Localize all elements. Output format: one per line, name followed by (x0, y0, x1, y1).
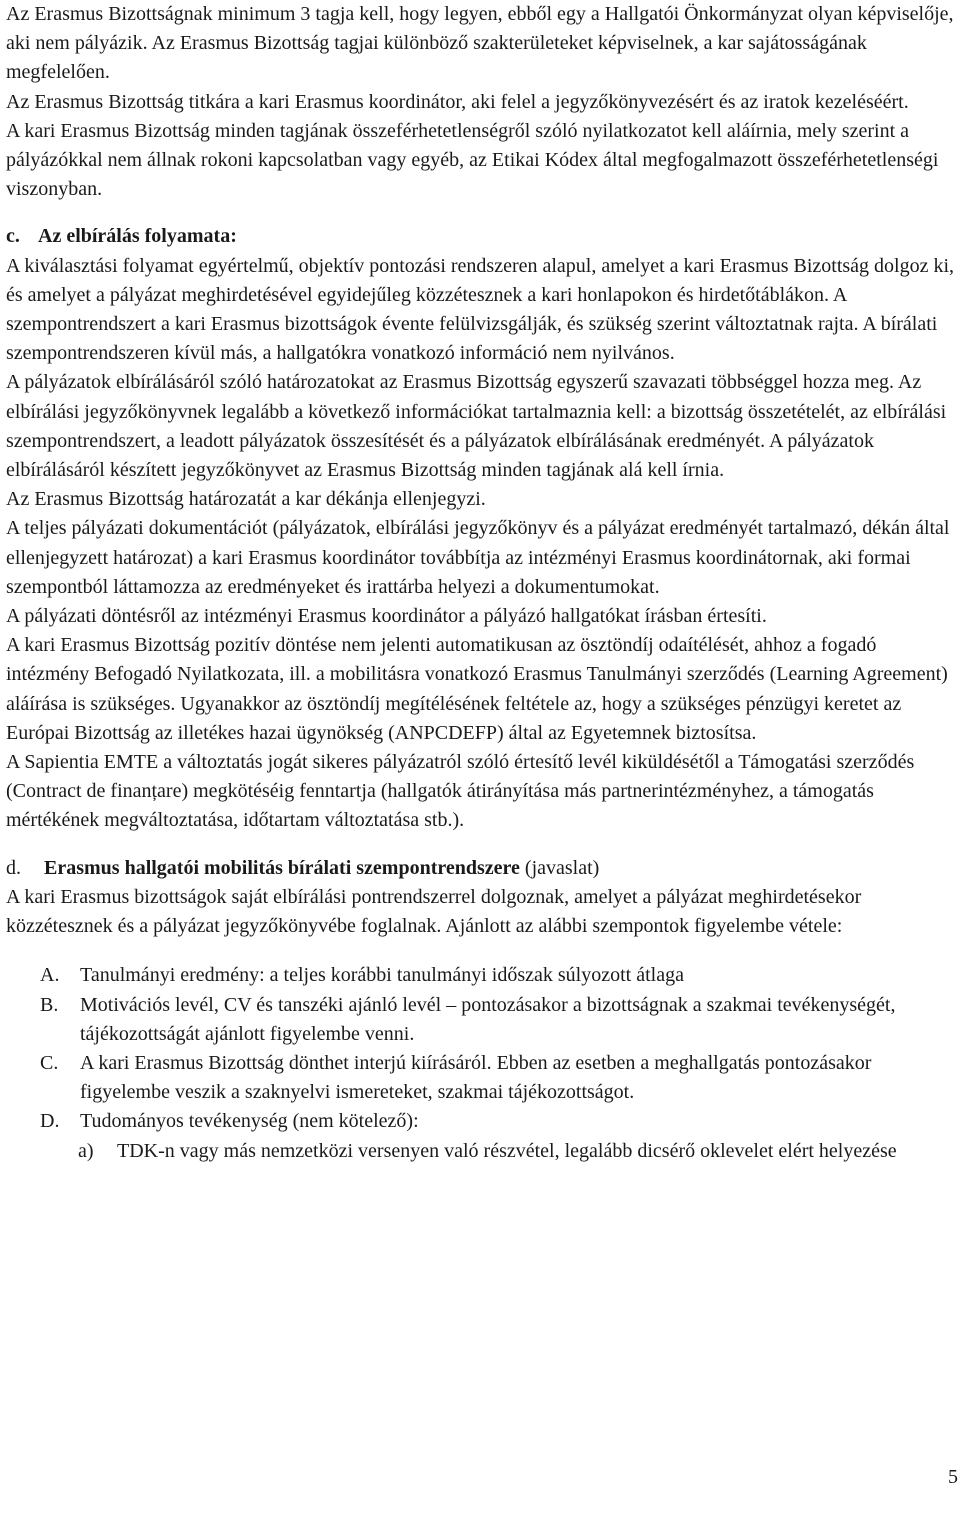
list-item-text: Tudományos tevékenység (nem kötelező): (80, 1110, 419, 1133)
spacer (6, 836, 956, 854)
paragraph-committee-secretary: Az Erasmus Bizottság titkára a kari Erasmus koordinátor, aki felel a jegyzőkönyvezésért és az iratok kezeléséért. (6, 90, 909, 113)
spacer (6, 204, 956, 222)
section-d-intro: A kari Erasmus bizottságok saját elbírálási pontrendszerrel dolgoznak, amelyet a pályázat meghirdetésekor közzétesznek és a pályázat jegyzőkönyvébe foglalnak. Ajánlott az alábbi szempontok figyelembe vétele: (6, 885, 862, 938)
list-item-b (6, 991, 956, 1049)
section-d-letter: d. (6, 856, 21, 879)
list-item-c (6, 1049, 956, 1107)
section-d-suffix: (javaslat) (519, 856, 600, 879)
list-item-d (6, 1107, 956, 1136)
sublist-item-a (6, 1137, 956, 1166)
section-d-heading (6, 854, 956, 883)
list-item-text: Motivációs levél, CV és tanszéki ajánló levél – pontozásakor a bizottságnak a szakmai tevékenységét, tájékozottságát ajánlott figyelembe venni. (80, 993, 896, 1045)
list-item-text: A kari Erasmus Bizottság dönthet interjú kiírásáról. Ebben az esetben a meghallgatás pontozásakor figyelembe veszik a szaknyelvi ismereteket, szakmai tájékozottságot. (80, 1051, 872, 1104)
section-c-letter: c. (6, 225, 20, 248)
spacer (6, 941, 956, 961)
sublist-item-text: TDK-n vagy más nemzetközi versenyen való részvétel, legalább dicsérő oklevelet elért helyezése (117, 1139, 897, 1162)
section-c-paragraph-6: A kari Erasmus Bizottság pozitív döntése nem jelenti automatikusan az ösztöndíj odaítélését, ahhoz a fogadó intézmény Befogadó Nyilatkozata, ill. a mobilitásra vonatkozó Erasmus Tanulmányi szerződés (Learning Agreement) aláírása is szükséges. Ugyanakkor az ösztöndíj megítélésének feltétele az, hogy a szükséges pénzügyi keretet az Európai Bizottság az illetékes hazai ügynökség (ANPCDEFP) által az Egyetemnek biztosítsa. (6, 634, 948, 744)
section-c-paragraph-5: A pályázati döntésről az intézményi Erasmus koordinátor a pályázó hallgatókat írásban értesíti. (6, 605, 767, 628)
list-marker: C. (40, 1051, 59, 1074)
list-marker: B. (40, 993, 59, 1016)
document-page (6, 0, 956, 1166)
list-item-text: Tanulmányi eredmény: a teljes korábbi tanulmányi időszak súlyozott átlaga (80, 964, 684, 987)
section-d-title: Erasmus hallgatói mobilitás bírálati szempontrendszere (44, 856, 520, 879)
page-number: 5 (948, 1466, 958, 1488)
section-c-title: Az elbírálás folyamata: (38, 225, 237, 248)
section-c-paragraph-3: Az Erasmus Bizottság határozatát a kar dékánja ellenjegyzi. (6, 488, 486, 511)
list-marker: D. (40, 1110, 60, 1133)
sublist-marker: a) (78, 1139, 94, 1162)
section-c-paragraph-7: A Sapientia EMTE a változtatás jogát sikeres pályázatról szóló értesítő levél kiküldésétől a Támogatási szerződés (Contract de finanțare) megkötéséig fenntartja (hallgatók átirányítása más partnerintézményhez, a támogatás mértékének megváltoztatása, időtartam változtatása stb.). (6, 751, 915, 832)
list-marker: A. (40, 964, 60, 987)
paragraph-conflict-of-interest: A kari Erasmus Bizottság minden tagjának összeférhetetlenségről szóló nyilatkozatot kell aláírnia, mely szerint a pályázókkal nem állnak rokoni kapcsolatban vagy egyéb, az Etikai Kódex által megfogalmazott összeférhetetlenségi viszonyban. (6, 119, 939, 201)
list-item-a (6, 961, 956, 990)
section-c-paragraph-1: A kiválasztási folyamat egyértelmű, objektív pontozási rendszeren alapul, amelyet a kari Erasmus Bizottság dolgoz ki, és amelyet a pályázat meghirdetésével egyidejűleg közzétesznek a kari honlapokon és hirdetőtáblákon. A szempontrendszert a kari Erasmus bizottságok évente felülvizsgálják, és szükség szerint változtatnak rajta. A bírálati szempontrendszeren kívül más, a hallgatókra vonatkozó információ nem nyilvános. (6, 254, 955, 365)
section-c-paragraph-2: A pályázatok elbírálásáról szóló határozatokat az Erasmus Bizottság egyszerű szavazati többséggel hozza meg. Az elbírálási jegyzőkönyvnek legalább a következő információkat tartalmaznia kell: a bizottság összetételét, az elbírálási szempontrendszert, a leadott pályázatok összesítését és a pályázatok elbírálásának eredményét. A pályázatok elbírálásáról készített jegyzőkönyvet az Erasmus Bizottság minden tagjának alá kell írnia. (6, 371, 947, 482)
section-c-paragraph-4: A teljes pályázati dokumentációt (pályázatok, elbírálási jegyzőkönyv és a pályázat eredményét tartalmazó, dékán által ellenjegyzett határozat) a kari Erasmus koordinátor továbbítja az intézményi Erasmus koordinátornak, aki formai szempontból láttamozza az eredményeket és irattárba helyezi a dokumentumokat. (6, 517, 950, 598)
paragraph-committee-members: Az Erasmus Bizottságnak minimum 3 tagja kell, hogy legyen, ebből egy a Hallgatói Önkormányzat olyan képviselője, aki nem pályázik. Az Erasmus Bizottság tagjai különböző szakterületeket képviselnek, a kar sajátosságának megfelelően. (6, 3, 954, 84)
section-c-heading (6, 222, 956, 251)
